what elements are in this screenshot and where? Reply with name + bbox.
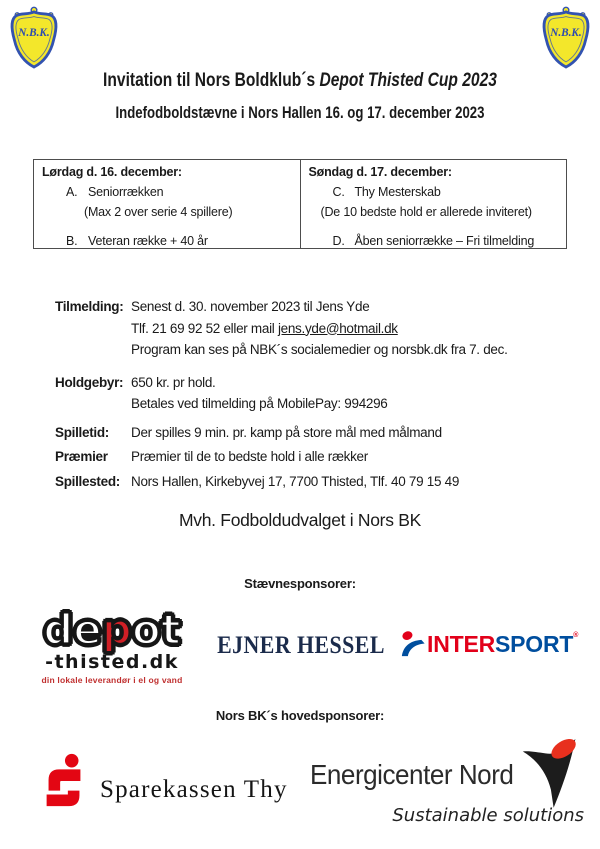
item-b-letter: B.	[66, 234, 78, 248]
playtime-label: Spilletid:	[55, 424, 109, 440]
registration-row	[55, 339, 585, 361]
schedule-item-d	[309, 231, 559, 251]
registration-line1: Senest d. 30. november 2023 til Jens Yde	[131, 299, 370, 314]
trademark-symbol: ®	[573, 631, 579, 639]
registration-line2	[131, 318, 585, 340]
page-title-prefix: Invitation til Nors Boldklub´s	[103, 70, 320, 91]
item-a-note: (Max 2 over serie 4 spillere)	[84, 205, 233, 219]
nbk-crest-icon	[6, 6, 62, 72]
fee-row	[55, 372, 585, 394]
main-sponsors-heading: Nors BK´s hovedsponsorer:	[215, 708, 385, 723]
empty-label-cell	[55, 339, 131, 361]
schedule-item-b	[42, 231, 292, 251]
registration-label: Tilmelding:	[55, 299, 124, 314]
nbk-crest-svg	[6, 6, 62, 72]
prizes-value: Præmier til de to bedste hold i alle rækker	[131, 449, 368, 464]
fee-line1: 650 kr. pr hold.	[131, 374, 216, 390]
empty-label-cell	[55, 393, 131, 415]
sparekassen-s-icon	[40, 752, 88, 808]
nbk-initials: N.B.K.	[550, 27, 582, 40]
playtime-value: Der spilles 9 min. pr. kamp på store mål med målmand	[131, 424, 442, 440]
phone-text: Tlf. 21 69 92 52 eller mail	[131, 320, 278, 336]
depot-wordmark	[16, 605, 208, 654]
fee-row	[55, 393, 585, 415]
saturday-header: Lørdag d. 16. december:	[42, 165, 182, 179]
registration-line3: Program kan ses på NBK´s socialemedier og norsbk.dk fra 7. dec.	[131, 342, 508, 357]
page-subtitle: Indefodboldstævne i Nors Hallen 16. og 17. december 2023	[115, 104, 485, 122]
sparekassen-thy-logo	[40, 752, 288, 808]
item-a-text: Seniorrækken	[88, 185, 164, 199]
nbk-crest-icon	[538, 6, 594, 72]
schedule-item-c	[309, 182, 559, 202]
prizes-label: Præmier	[55, 449, 108, 464]
intersport-logo	[400, 630, 578, 658]
depot-word-start: de	[43, 605, 102, 654]
item-c-text: Thy Mesterskab	[354, 185, 441, 199]
nbk-initials: N.B.K.	[18, 27, 50, 40]
item-d-letter: D.	[332, 234, 345, 248]
intersport-word-inter: INTER	[427, 630, 496, 657]
venue-label: Spillested:	[55, 473, 120, 489]
signoff-line: Mvh. Fodboldudvalget i Nors BK	[179, 510, 421, 530]
energicenter-nord-logo	[310, 733, 598, 826]
item-a-letter: A.	[66, 185, 78, 199]
spacer	[309, 222, 559, 231]
venue-value: Nors Hallen, Kirkebyvej 17, 7700 Thisted, Tlf. 40 79 15 49	[131, 473, 460, 489]
energicenter-tagline: Sustainable solutions	[392, 805, 584, 826]
page-title	[54, 70, 546, 92]
intersport-wordmark	[427, 631, 578, 658]
page-title-event-name: Depot Thisted Cup 2023	[319, 70, 497, 91]
item-d-text: Åben seniorrække – Fri tilmelding	[354, 234, 535, 248]
playtime-row	[55, 422, 585, 444]
email-link[interactable]: jens.yde@hotmail.dk	[277, 320, 398, 336]
event-sponsors-heading: Stævnesponsorer:	[244, 576, 356, 591]
spacer	[42, 222, 292, 231]
depot-thisted-logo	[16, 605, 208, 685]
fee-label: Holdgebyr:	[55, 374, 124, 390]
item-b-text: Veteran række + 40 år	[88, 234, 208, 248]
empty-label-cell	[55, 318, 131, 340]
fee-line2: Betales ved tilmelding på MobilePay: 994296	[131, 396, 388, 411]
intersport-word-sport: SPORT	[495, 630, 574, 657]
depot-word-end: ot	[131, 605, 181, 654]
prizes-row	[55, 446, 585, 468]
nbk-crest-svg	[538, 6, 594, 72]
registration-row	[55, 296, 585, 318]
item-c-note: (De 10 bedste hold er allerede inviteret)	[320, 205, 532, 219]
depot-tagline: din lokale leverandør i el og vand	[41, 675, 183, 685]
venue-row	[55, 471, 585, 493]
schedule-sunday-column	[301, 160, 567, 248]
details-section	[55, 296, 585, 492]
ejner-hessel-logo: EJNER HESSEL	[217, 630, 385, 659]
schedule-item-a	[42, 182, 292, 202]
schedule-table	[33, 159, 567, 249]
depot-domain: -thisted.dk	[45, 651, 179, 673]
intersport-mark-icon	[400, 630, 426, 658]
depot-word-red-letter: p	[101, 605, 132, 654]
schedule-saturday-column	[34, 160, 301, 248]
energicenter-name: Energicenter Nord	[310, 759, 514, 790]
item-c-letter: C.	[332, 185, 345, 199]
sunday-header: Søndag d. 17. december:	[308, 165, 452, 179]
registration-row	[55, 318, 585, 340]
sparekassen-name: Sparekassen Thy	[100, 776, 288, 803]
